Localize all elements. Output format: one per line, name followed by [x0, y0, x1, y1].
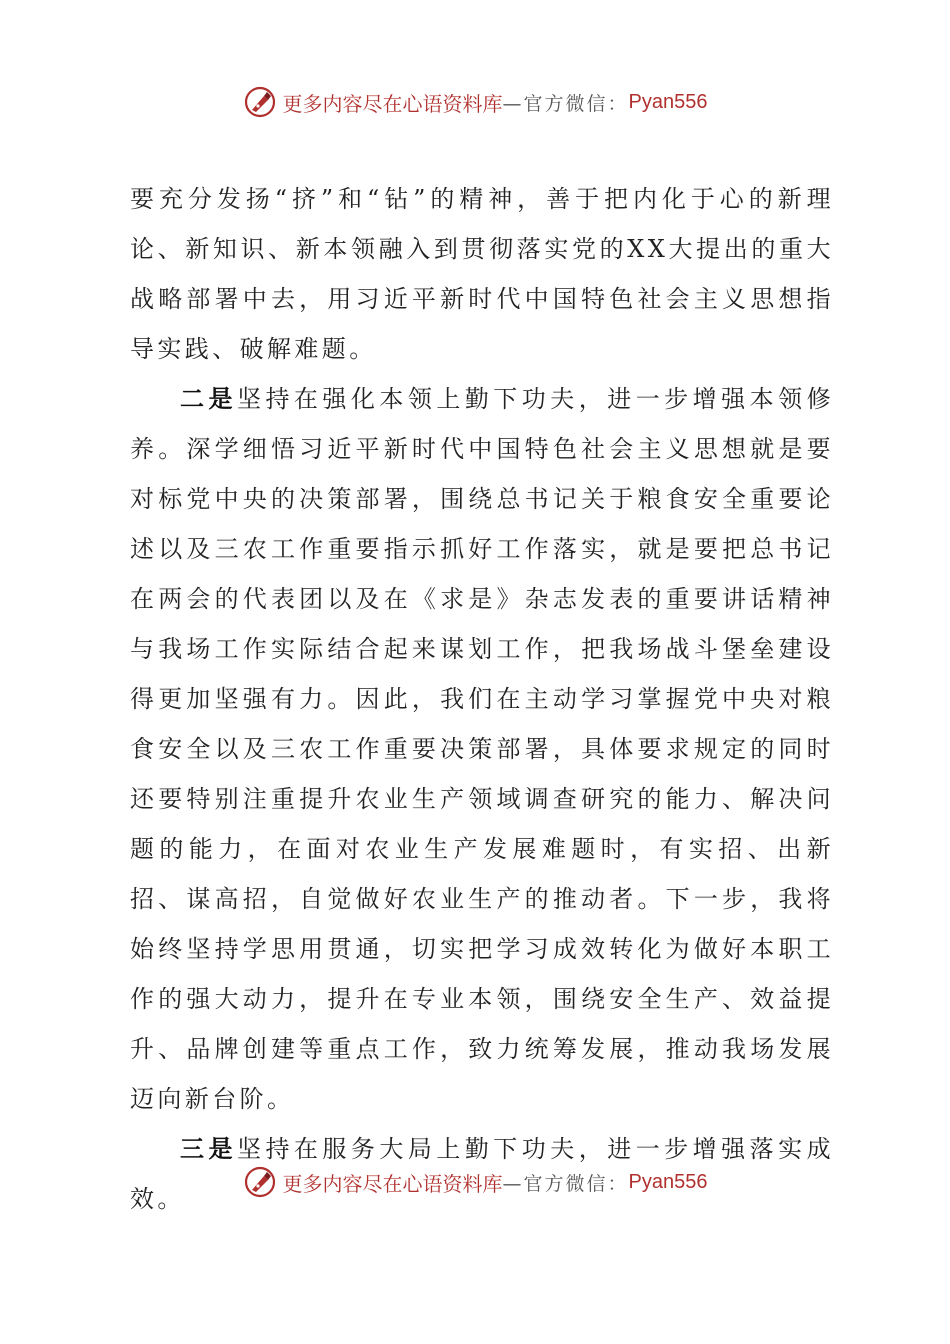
footer-official-label: —官方微信： [502, 1172, 629, 1195]
footer-banner [0, 1162, 950, 1202]
header-banner [0, 82, 950, 122]
paragraph-1: 要充分发扬“挤”和“钻”的精神，善于把内化于心的新理论、新知识、新本领融入到贯彻落实党的XX大提出的重大战略部署中去，用习近平新时代中国特色社会主义思想指导实践、破解难题。 [130, 185, 834, 363]
paragraph-3-lead: 三是 [180, 1134, 237, 1163]
pen-nib-logo-icon [243, 1165, 277, 1199]
paragraph-3-text: 坚持在服务大局上勤下功夫，进一步增强落实成效。 [130, 1135, 834, 1213]
paragraph-2-text: 坚持在强化本领上勤下功夫，进一步增强本领修养。深学细悟习近平新时代中国特色社会主义思想就是要对标党中央的决策部署，围绕总书记关于粮食安全重要论述以及三农工作重要指示抓好工作落实，就是要把总书记在两会的代表团以及在《求是》杂志发表的重要讲话精神与我场工作实际结合起来谋划工作，把我场战斗堡垒建设得更加坚强有力。因此，我们在主动学习掌握党中央对粮食安全以及三农工作重要决策部署，具体要求规定的同时还要特别注重提升农业生产领域调查研究的能力、解决问题的能力，在面对农业生产发展难题时，有实招、出新招、谋高招，自觉做好农业生产的推动者。下一步，我将始终坚持学思用贯通，切实把学习成效转化为做好本职工作的强大动力，提升在专业本领，围绕安全生产、效益提升、品牌创建等重点工作，致力统筹发展，推动我场发展迈向新台阶。 [130, 385, 834, 1113]
header-brand: 更多内容尽在心语资料库 [282, 91, 503, 116]
paragraph-2 [130, 374, 834, 1124]
document-body [130, 174, 834, 1224]
header-wechat-id: Pyan556 [628, 90, 708, 113]
header-official-label: —官方微信： [502, 92, 629, 115]
pen-nib-logo-icon [243, 85, 277, 119]
paragraph-2-lead: 二是 [180, 384, 237, 413]
footer-wechat-id: Pyan556 [628, 1170, 708, 1193]
footer-brand: 更多内容尽在心语资料库 [282, 1171, 503, 1196]
